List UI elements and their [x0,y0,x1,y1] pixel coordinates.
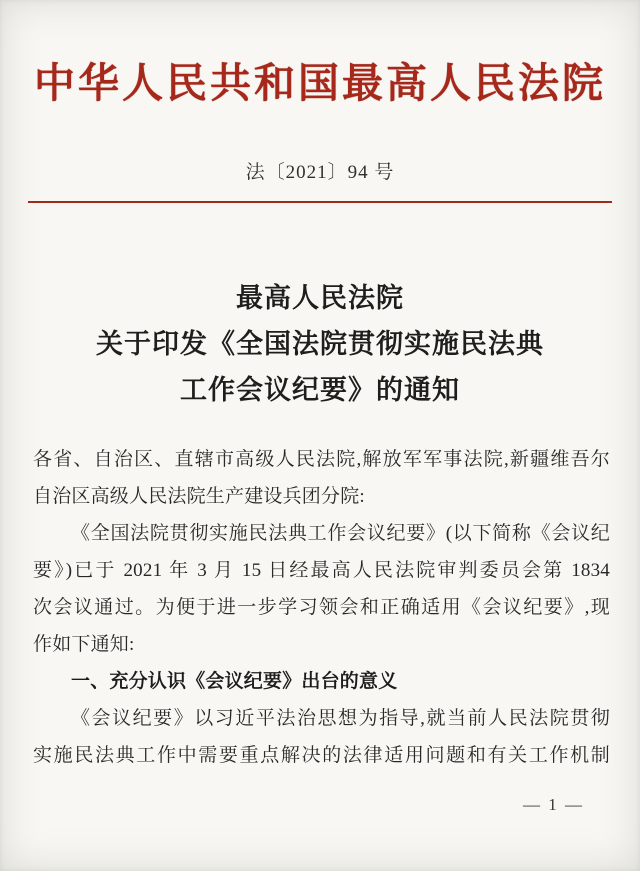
body-line-para1-3: 次会议通过。为便于进一步学习领会和正确适用《会议纪要》,现 [33,597,610,618]
page-number: — 1 — [523,795,584,814]
notice-title-line-2: 关于印发《全国法院贯彻实施民法典 [96,329,544,359]
red-divider [28,201,612,203]
body-line-para2-1: 《会议纪要》以习近平法治思想为指导,就当前人民法院贯彻 [71,708,610,729]
notice-title-line-3: 工作会议纪要》的通知 [180,375,460,405]
section-heading-1: 一、充分认识《会议纪要》出台的意义 [71,671,398,692]
body-line-para2-2: 实施民法典工作中需要重点解决的法律适用问题和有关工作机制 [33,745,610,766]
body-line-addressees-2: 自治区高级人民法院生产建设兵团分院: [33,486,365,507]
body-line-para1-1: 《全国法院贯彻实施民法典工作会议纪要》(以下简称《会议纪 [71,523,610,544]
body-line-para1-2: 要》)已于 2021 年 3 月 15 日经最高人民法院审判委员会第 1834 [33,560,610,581]
notice-title-line-1: 最高人民法院 [236,283,404,313]
letterhead-title: 中华人民共和国最高人民法院 [34,60,606,106]
document-body [0,441,640,774]
notice-title [0,275,640,413]
body-line-addressees-1: 各省、自治区、直辖市高级人民法院,解放军军事法院,新疆维吾尔 [33,449,610,470]
doc-number: 法〔2021〕94 号 [245,162,395,183]
body-line-para1-4: 作如下通知: [33,634,135,655]
